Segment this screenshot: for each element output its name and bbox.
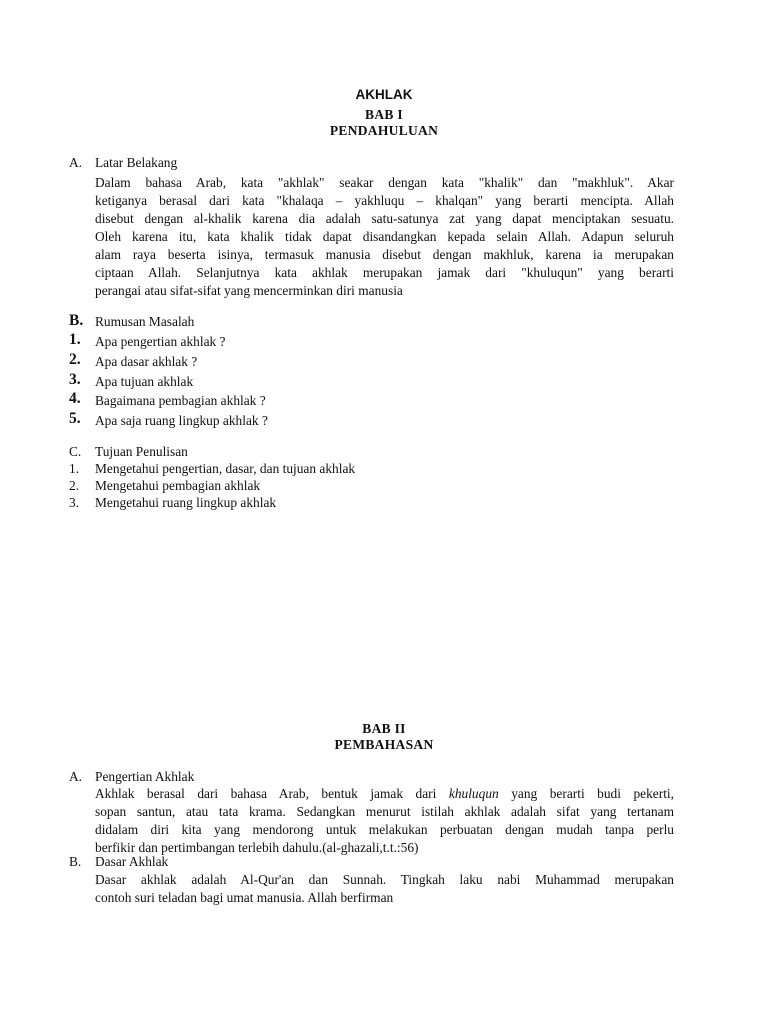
paragraph-line: sopan santun, atau tata krama. Sedangkan menurut istilah akhlak adalah sifat yang tertanam — [95, 804, 674, 819]
paragraph-line: Dasar akhlak adalah Al-Qur'an dan Sunnah. Tingkah laku nabi Muhammad merupakan — [95, 872, 674, 887]
bab1-title: BAB I — [365, 107, 403, 122]
section-marker: B. — [69, 854, 82, 869]
list-item: Mengetahui pembagian akhlak — [95, 478, 261, 493]
section-marker: B. — [69, 312, 84, 329]
list-number: 4. — [69, 390, 81, 407]
paragraph-line: disebut dengan al-khalik karena dia adalah satu-satunya zat yang dapat menciptakan sesuatu. — [95, 211, 674, 226]
section-heading-latar-belakang: Latar Belakang — [95, 155, 178, 170]
list-number: 3. — [69, 371, 81, 388]
line-text: Akhlak berasal dari bahasa Arab, bentuk jamak dari — [95, 786, 437, 801]
list-item: Apa pengertian akhlak ? — [95, 334, 226, 349]
list-item: Apa dasar akhlak ? — [95, 354, 198, 369]
section-heading-pengertian-akhlak: Pengertian Akhlak — [95, 769, 195, 784]
bab2-title: BAB II — [362, 721, 406, 736]
paragraph-line: contoh suri teladan bagi umat manusia. Allah berfirman — [95, 890, 394, 905]
list-item: Apa saja ruang lingkup akhlak ? — [95, 413, 268, 428]
list-item: Bagaimana pembagian akhlak ? — [95, 393, 266, 408]
list-number: 5. — [69, 410, 81, 427]
section-heading-dasar-akhlak: Dasar Akhlak — [95, 854, 169, 869]
paragraph-line — [95, 785, 674, 803]
paragraph-line: alam raya beserta isinya, termasuk manusia disebut dengan makhluk, karena ia merupakan — [95, 247, 674, 262]
paragraph-line: Dalam bahasa Arab, kata "akhlak" seakar dengan kata "khalik" dan "makhluk". Akar — [95, 175, 674, 190]
italic-term: khuluqun — [448, 786, 499, 801]
list-number: 1. — [69, 331, 81, 348]
document-title: AKHLAK — [355, 87, 413, 102]
list-item: Mengetahui pengertian, dasar, dan tujuan akhlak — [95, 461, 356, 476]
bab1-subtitle: PENDAHULUAN — [329, 123, 439, 138]
latar-belakang-paragraph — [95, 174, 674, 300]
paragraph-line: berfikir dan pertimbangan terlebih dahulu.(al-ghazali,t.t.:56) — [95, 840, 419, 855]
line-text: yang berarti budi pekerti, — [511, 786, 674, 801]
section-heading-tujuan-penulisan: Tujuan Penulisan — [95, 444, 188, 459]
paragraph-line: Oleh karena itu, kata khalik tidak dapat disandangkan kepada selain Allah. Adapun seluruh — [95, 229, 674, 244]
list-number: 1. — [69, 461, 80, 476]
list-number: 2. — [69, 351, 81, 368]
section-marker: A. — [69, 155, 83, 170]
section-heading-rumusan-masalah: Rumusan Masalah — [95, 314, 195, 329]
pengertian-akhlak-paragraph — [95, 785, 674, 857]
section-marker: A. — [69, 769, 83, 784]
bab2-subtitle: PEMBAHASAN — [334, 737, 434, 752]
paragraph-line: perangai atau sifat-sifat yang mencerminkan diri manusia — [95, 283, 403, 298]
section-marker: C. — [69, 444, 82, 459]
list-number: 3. — [69, 495, 80, 510]
list-item: Apa tujuan akhlak — [95, 374, 194, 389]
paragraph-line: ciptaan Allah. Selanjutnya kata akhlak merupakan jamak dari "khuluqun" yang berarti — [95, 265, 674, 280]
list-item: Mengetahui ruang lingkup akhlak — [95, 495, 277, 510]
dasar-akhlak-paragraph — [95, 871, 674, 907]
list-number: 2. — [69, 478, 80, 493]
paragraph-line: didalam diri kita yang mendorong untuk melakukan perbuatan dengan mudah tanpa perlu — [95, 822, 674, 837]
paragraph-line: ketiganya berasal dari kata "khalaqa – yakhluqu – khalqan" yang berarti mencipta. Allah — [95, 193, 674, 208]
